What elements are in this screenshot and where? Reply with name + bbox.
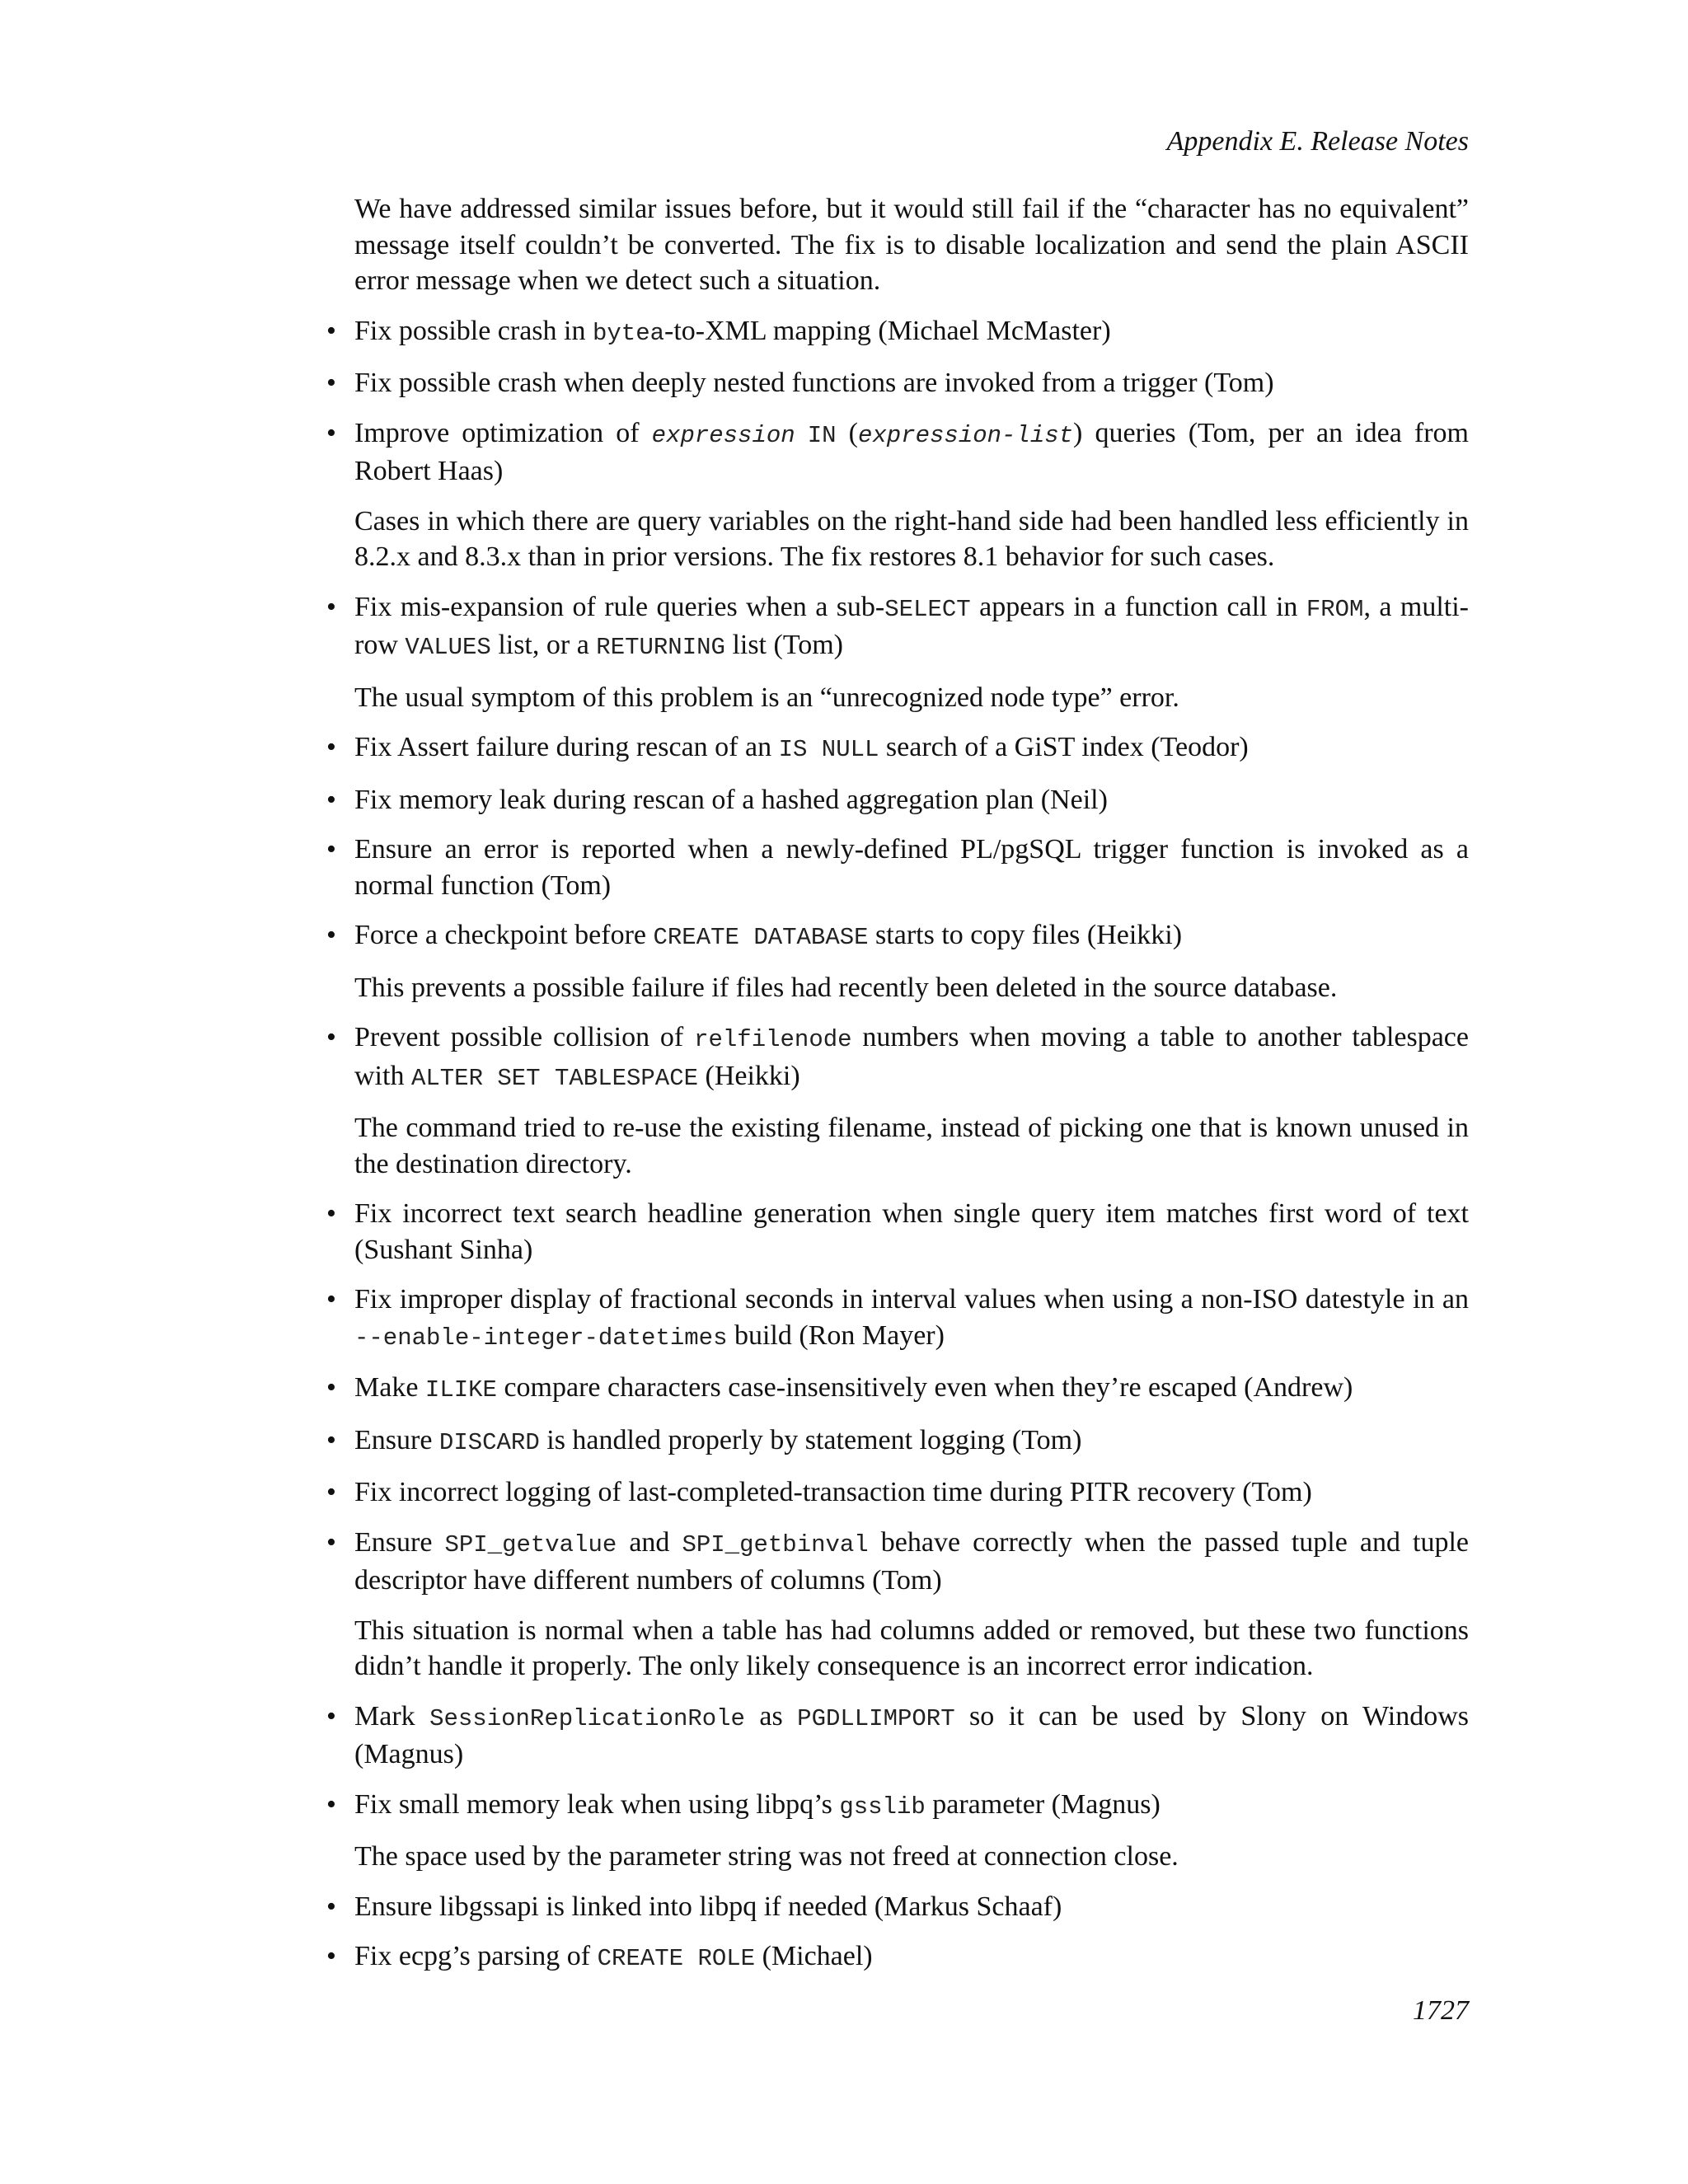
text-run: -to-XML mapping (Michael McMaster) [664, 315, 1111, 346]
release-note-item [326, 1282, 1469, 1356]
intro-paragraph [354, 191, 1469, 299]
release-note-item [326, 1699, 1469, 1773]
text-run: build (Ron Mayer) [727, 1319, 945, 1351]
text-run: Ensure libgssapi is linked into libpq if needed (Markus Schaaf) [354, 1891, 1062, 1922]
item-text [354, 365, 1469, 401]
intro-section [354, 191, 1469, 299]
item-text [354, 917, 1469, 956]
text-run: Fix Assert failure during rescan of an [354, 732, 779, 762]
bullet-icon: • [326, 1198, 336, 1229]
inline-code: VALUES [405, 634, 491, 661]
bullet-icon: • [326, 417, 336, 448]
text-run: parameter (Magnus) [925, 1788, 1160, 1820]
text-run: The command tried to re-use the existing filename, instead of picking one that is known unused in the destination directory. [354, 1113, 1469, 1179]
text-run: Fix ecpg’s parsing of [354, 1941, 598, 1971]
item-text [354, 782, 1469, 818]
text-run: Force a checkpoint before [354, 920, 654, 950]
item-note [354, 1839, 1469, 1875]
text-run: as [744, 1700, 798, 1732]
bullet-icon: • [326, 1372, 336, 1403]
item-note [354, 504, 1469, 575]
text-run: Fix improper display of fractional seconds in interval values when using a non-ISO datestyle in an [354, 1284, 1469, 1315]
text-run [795, 418, 808, 448]
release-note-item [326, 1474, 1469, 1511]
text-run: is handled properly by statement logging (Tom) [539, 1424, 1082, 1455]
text-run: This prevents a possible failure if files had recently been deleted in the source database. [354, 972, 1338, 1003]
item-text [354, 729, 1469, 768]
release-note-item [326, 782, 1469, 818]
bullet-icon: • [326, 920, 336, 950]
inline-code: SPI_getbinval [682, 1530, 869, 1558]
release-note-item [326, 1889, 1469, 1925]
item-text [354, 832, 1469, 903]
inline-code-placeholder: expression [651, 421, 795, 449]
text-run: We have addressed similar issues before, but it would still fail if the “character has no equivalent” message itself couldn’t be converted. The fix is to disable localization and send the plain ASCII error message when we detect such a situation. [354, 194, 1469, 296]
text-run: Prevent possible collision of [354, 1022, 695, 1052]
release-note-item [326, 1370, 1469, 1408]
release-note-item [326, 1422, 1469, 1461]
inline-code: IN [807, 421, 837, 449]
release-note-item [326, 313, 1469, 352]
release-note-item [326, 729, 1469, 768]
text-run: (Michael) [755, 1941, 873, 1971]
inline-code: DISCARD [438, 1428, 540, 1456]
text-run: Make [354, 1372, 425, 1403]
bullet-icon: • [326, 368, 336, 398]
inline-code-placeholder: expression-list [858, 421, 1074, 449]
text-run: so it can be used by Slony on Windows (Magnus) [354, 1700, 1469, 1769]
inline-code: FROM [1306, 595, 1364, 623]
bullet-icon: • [326, 1424, 336, 1455]
page-number: 1727 [1413, 1995, 1469, 2026]
release-note-item [326, 415, 1469, 575]
item-text [354, 1474, 1469, 1511]
inline-code: relfilenode [694, 1026, 852, 1053]
item-text [354, 1938, 1469, 1977]
item-text [354, 1422, 1469, 1461]
text-run: behave correctly when the passed tuple and tuple descriptor have different numbers of columns (Tom) [354, 1526, 1469, 1596]
inline-code: SessionReplicationRole [429, 1704, 745, 1732]
bullet-icon: • [326, 784, 336, 815]
inline-code: CREATE ROLE [597, 1945, 756, 1972]
release-notes-body [326, 191, 1469, 1991]
text-run: Ensure [354, 1526, 445, 1558]
text-run: Fix incorrect text search headline generation when single query item matches first word of text (Sushant Sinha) [354, 1198, 1469, 1265]
inline-code: ILIKE [424, 1376, 497, 1404]
item-text [354, 415, 1469, 490]
bullet-icon: • [326, 1788, 336, 1820]
item-note [354, 1110, 1469, 1182]
bullet-icon: • [326, 591, 336, 622]
text-run: and [617, 1526, 682, 1558]
text-run: starts to copy files (Heikki) [868, 920, 1183, 950]
bullet-icon: • [326, 1941, 336, 1971]
item-text [354, 1889, 1469, 1925]
bullet-icon: • [326, 732, 336, 762]
release-note-item [326, 917, 1469, 1005]
release-note-item [326, 1787, 1469, 1875]
item-text [354, 1019, 1469, 1096]
text-run: This situation is normal when a table has had columns added or removed, but these two functions didn’t handle it properly. The only likely consequence is an incorrect error indication. [354, 1615, 1469, 1681]
inline-code: PGDLLIMPORT [797, 1704, 955, 1732]
text-run: Fix small memory leak when using libpq’s [354, 1788, 840, 1820]
bullet-icon: • [326, 1477, 336, 1507]
text-run: Cases in which there are query variables on the right-hand side had been handled less efficiently in 8.2.x and 8.3.x than in prior versions. The fix restores 8.1 behavior for such cases. [354, 505, 1469, 572]
inline-code: gsslib [839, 1793, 926, 1821]
release-notes-list [326, 313, 1469, 1977]
inline-code: SPI_getvalue [444, 1530, 617, 1558]
text-run: The usual symptom of this problem is an “unrecognized node type” error. [354, 682, 1179, 713]
text-run: list (Tom) [724, 630, 843, 660]
item-text [354, 1787, 1469, 1825]
bullet-icon: • [326, 315, 336, 346]
release-note-item [326, 1196, 1469, 1268]
release-note-item [326, 589, 1469, 716]
item-text [354, 1525, 1469, 1599]
running-header: Appendix E. Release Notes [1166, 126, 1469, 157]
release-note-item [326, 1525, 1469, 1685]
item-note [354, 970, 1469, 1006]
item-note [354, 1613, 1469, 1685]
bullet-icon: • [326, 834, 336, 865]
text-run: Ensure [354, 1424, 439, 1455]
bullet-icon: • [326, 1526, 336, 1558]
text-run: (Heikki) [698, 1060, 800, 1091]
inline-code: --enable-integer-datetimes [354, 1324, 728, 1352]
text-run: Improve optimization of [354, 417, 652, 448]
text-run: , a multi-row [354, 591, 1469, 660]
inline-code: CREATE DATABASE [653, 924, 869, 951]
inline-code: bytea [592, 319, 664, 347]
text-run: compare characters case-insensitively even when they’re escaped (Andrew) [496, 1372, 1353, 1403]
text-run: Fix memory leak during rescan of a hashed aggregation plan (Neil) [354, 784, 1108, 815]
text-run: Fix possible crash when deeply nested functions are invoked from a trigger (Tom) [354, 368, 1274, 398]
release-note-item [326, 365, 1469, 401]
text-run: appears in a function call in [970, 591, 1306, 622]
item-text [354, 1699, 1469, 1773]
text-run: Ensure an error is reported when a newly-defined PL/pgSQL trigger function is invoked as a normal function (Tom) [354, 834, 1469, 901]
item-text [354, 1370, 1469, 1408]
inline-code: SELECT [884, 595, 971, 623]
text-run: Mark [354, 1700, 430, 1732]
item-note [354, 680, 1469, 716]
item-text [354, 589, 1469, 666]
text-run: search of a GiST index (Teodor) [879, 732, 1249, 762]
bullet-icon: • [326, 1891, 336, 1922]
text-run: ) queries (Tom, per an idea from Robert Haas) [354, 417, 1469, 486]
inline-code: IS NULL [778, 736, 879, 763]
text-run: Fix incorrect logging of last-completed-transaction time during PITR recovery (Tom) [354, 1477, 1312, 1507]
bullet-icon: • [326, 1700, 336, 1732]
text-run: Fix possible crash in [354, 315, 593, 346]
item-text [354, 313, 1469, 352]
release-note-item [326, 832, 1469, 903]
bullet-icon: • [326, 1022, 336, 1052]
item-text [354, 1196, 1469, 1268]
text-run: ( [836, 417, 858, 448]
text-run: numbers when moving a table to another tablespace with [354, 1022, 1469, 1091]
text-run: Fix mis-expansion of rule queries when a sub- [354, 591, 885, 622]
release-note-item [326, 1019, 1469, 1182]
bullet-icon: • [326, 1284, 336, 1315]
item-text [354, 1282, 1469, 1356]
text-run: list, or a [490, 630, 597, 660]
inline-code: ALTER SET TABLESPACE [410, 1064, 699, 1092]
text-run: The space used by the parameter string was not freed at connection close. [354, 1841, 1179, 1872]
inline-code: RETURNING [596, 634, 725, 661]
release-note-item [326, 1938, 1469, 1977]
